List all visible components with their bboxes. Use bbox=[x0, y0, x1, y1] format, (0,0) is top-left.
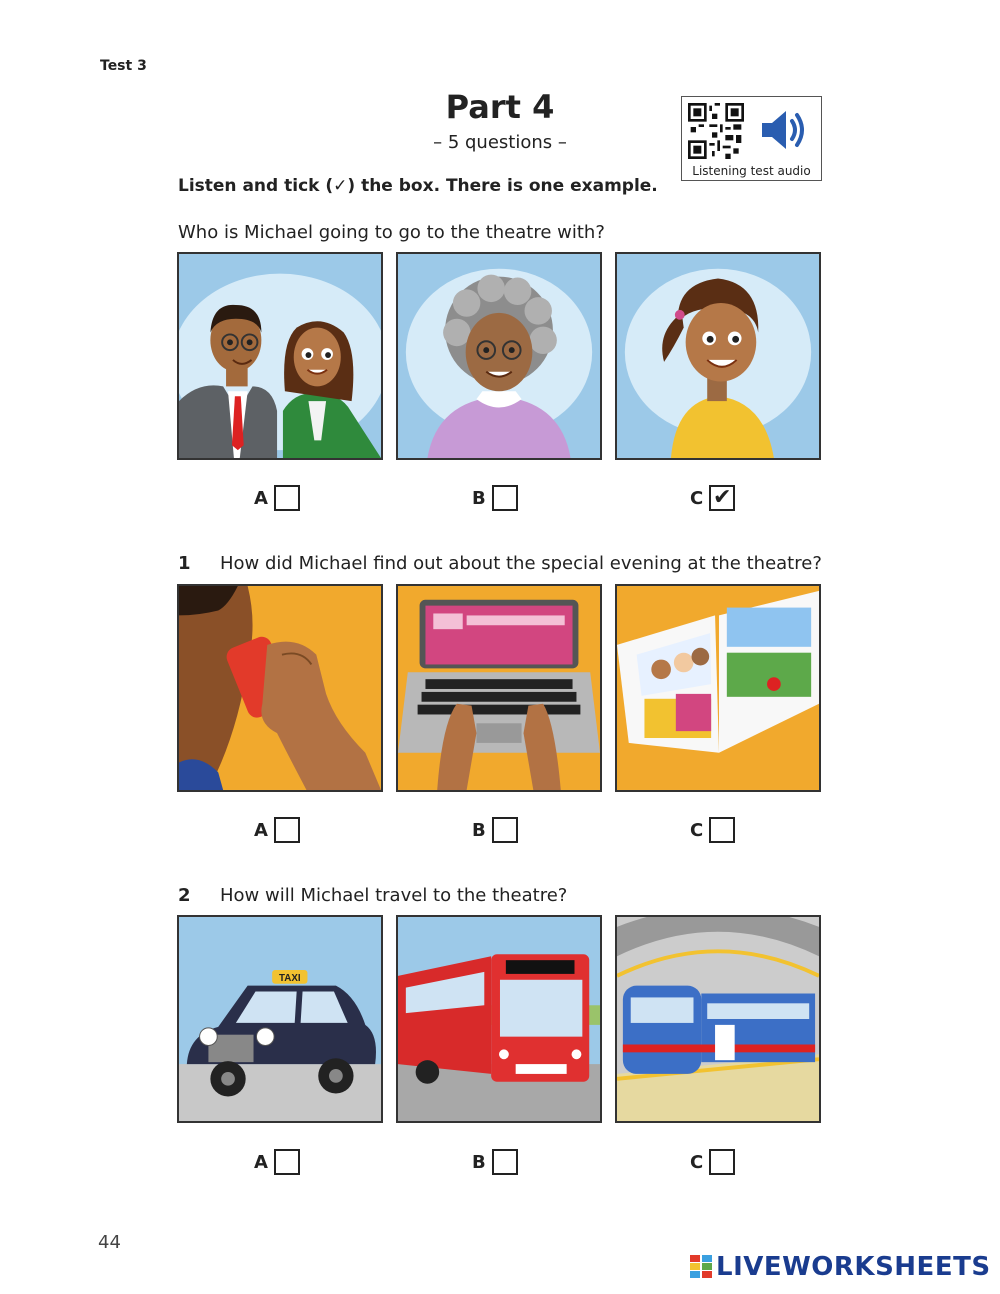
question-text: Who is Michael going to go to the theatre with? bbox=[178, 222, 605, 243]
tick-box-2-c[interactable] bbox=[709, 1149, 735, 1175]
question-2 bbox=[178, 885, 567, 906]
brand-logo[interactable] bbox=[690, 1252, 991, 1282]
option-1-b bbox=[472, 817, 518, 843]
option-example-a bbox=[254, 485, 300, 511]
option-letter: C bbox=[690, 487, 704, 509]
option-letter: B bbox=[472, 819, 486, 841]
option-letter: B bbox=[472, 487, 486, 509]
listening-audio-button[interactable] bbox=[681, 96, 822, 181]
tick-box-2-b[interactable] bbox=[492, 1149, 518, 1175]
option-2-c bbox=[690, 1149, 735, 1175]
tick-box-example-a[interactable] bbox=[274, 485, 300, 511]
picture-1-c-magazine bbox=[615, 584, 821, 792]
option-2-a bbox=[254, 1149, 300, 1175]
picture-2-c-underground-train bbox=[615, 915, 821, 1123]
tick-mark: ✔ bbox=[713, 485, 732, 510]
option-letter: C bbox=[690, 819, 704, 841]
tick-box-example-c[interactable] bbox=[709, 485, 735, 511]
picture-example-c-girl bbox=[615, 252, 821, 460]
option-example-c bbox=[690, 485, 735, 511]
brand-name: LIVEWORKSHEETS bbox=[716, 1252, 991, 1282]
picture-example-a-mother-and-father bbox=[177, 252, 383, 460]
tick-box-example-b[interactable] bbox=[492, 485, 518, 511]
question-example bbox=[178, 222, 605, 243]
question-1 bbox=[178, 553, 822, 574]
test-label: Test 3 bbox=[100, 58, 147, 74]
option-letter: A bbox=[254, 819, 268, 841]
option-1-a bbox=[254, 817, 300, 843]
option-letter: B bbox=[472, 1151, 486, 1173]
tick-box-1-a[interactable] bbox=[274, 817, 300, 843]
option-2-b bbox=[472, 1149, 518, 1175]
option-letter: A bbox=[254, 1151, 268, 1173]
instruction: Listen and tick (✓) the box. There is one example. bbox=[178, 176, 658, 196]
audio-caption: Listening test audio bbox=[692, 164, 811, 178]
speaker-icon bbox=[758, 107, 808, 153]
liveworksheets-icon bbox=[690, 1255, 712, 1279]
part-title: Part 4 bbox=[445, 88, 555, 126]
question-text: How will Michael travel to the theatre? bbox=[220, 885, 568, 906]
qr-code-icon bbox=[688, 103, 744, 159]
part-subtitle: – 5 questions – bbox=[433, 132, 567, 153]
tick-box-2-a[interactable] bbox=[274, 1149, 300, 1175]
tick-box-1-c[interactable] bbox=[709, 817, 735, 843]
option-letter: A bbox=[254, 487, 268, 509]
page-number: 44 bbox=[98, 1232, 121, 1253]
option-1-c bbox=[690, 817, 735, 843]
option-letter: C bbox=[690, 1151, 704, 1173]
tick-box-1-b[interactable] bbox=[492, 817, 518, 843]
picture-2-b-bus bbox=[396, 915, 602, 1123]
question-text: How did Michael find out about the special evening at the theatre? bbox=[220, 553, 822, 574]
picture-1-a-phone-call bbox=[177, 584, 383, 792]
option-example-b bbox=[472, 485, 518, 511]
question-number: 1 bbox=[178, 553, 191, 574]
question-number: 2 bbox=[178, 885, 191, 906]
taxi-sign: TAXI bbox=[279, 972, 301, 984]
picture-example-b-grandmother bbox=[396, 252, 602, 460]
picture-2-a-taxi bbox=[177, 915, 383, 1123]
picture-1-b-laptop bbox=[396, 584, 602, 792]
